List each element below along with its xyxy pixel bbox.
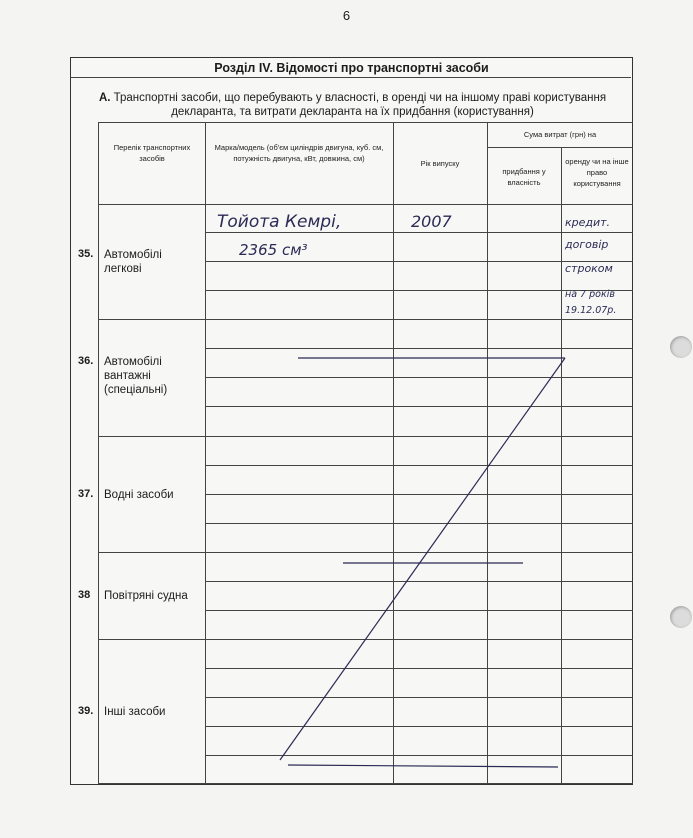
handwritten-rent-note-4: на 7 років — [565, 289, 615, 300]
row-number: 38 — [78, 589, 91, 601]
handwritten-rent-note-3: строком — [565, 262, 613, 275]
binder-hole-bottom — [670, 606, 692, 628]
row-label-other: Інші засоби — [104, 706, 166, 718]
strike-line-bottom — [288, 765, 558, 767]
header-expenses: Сума витрат (грн) на — [523, 130, 597, 139]
header-purchase: придбання у власність — [502, 167, 546, 187]
header-year: Рік випуску — [420, 159, 460, 168]
row-label-cars: Автомобілі легкові — [104, 249, 162, 275]
row-number: 37. — [78, 488, 94, 500]
header-rent: оренду чи на інше право користування — [565, 157, 629, 188]
handwritten-rent-note-2: договір — [565, 238, 609, 251]
strike-diagonal — [280, 358, 565, 760]
page-number: 6 — [342, 8, 351, 23]
row-label-water: Водні засоби — [104, 489, 174, 501]
subsection-text: Транспортні засоби, що перебувають у власності, в оренді чи на іншому праві користування декларанта, та витрати декларанта на їх придбання (користування) — [113, 92, 607, 118]
handwritten-rent-note-5: 19.12.07р. — [565, 305, 617, 316]
row-number: 39. — [78, 705, 94, 717]
row-label-air: Повітряні судна — [104, 590, 188, 602]
handwritten-rent-note-1: кредит. — [565, 216, 611, 229]
handwritten-year: 2007 — [411, 212, 452, 231]
section-title: Розділ IV. Відомості про транспортні засоби — [214, 61, 489, 75]
handwritten-volume: 2365 см³ — [239, 241, 308, 259]
handwritten-model: Тойота Кемрі, — [217, 212, 342, 232]
row-number: 35. — [78, 248, 94, 260]
row-label-trucks: Автомобілі вантажні (спеціальні) — [104, 356, 168, 396]
binder-hole-top — [670, 336, 692, 358]
header-list: Перелік транспортних засобів — [113, 143, 191, 163]
subsection-letter: А. — [98, 92, 111, 104]
row-number: 36. — [78, 355, 94, 367]
header-model: Марка/модель (об'єм циліндрів двигуна, куб. см, потужність двигуна, кВт, довжина, см) — [214, 143, 384, 163]
